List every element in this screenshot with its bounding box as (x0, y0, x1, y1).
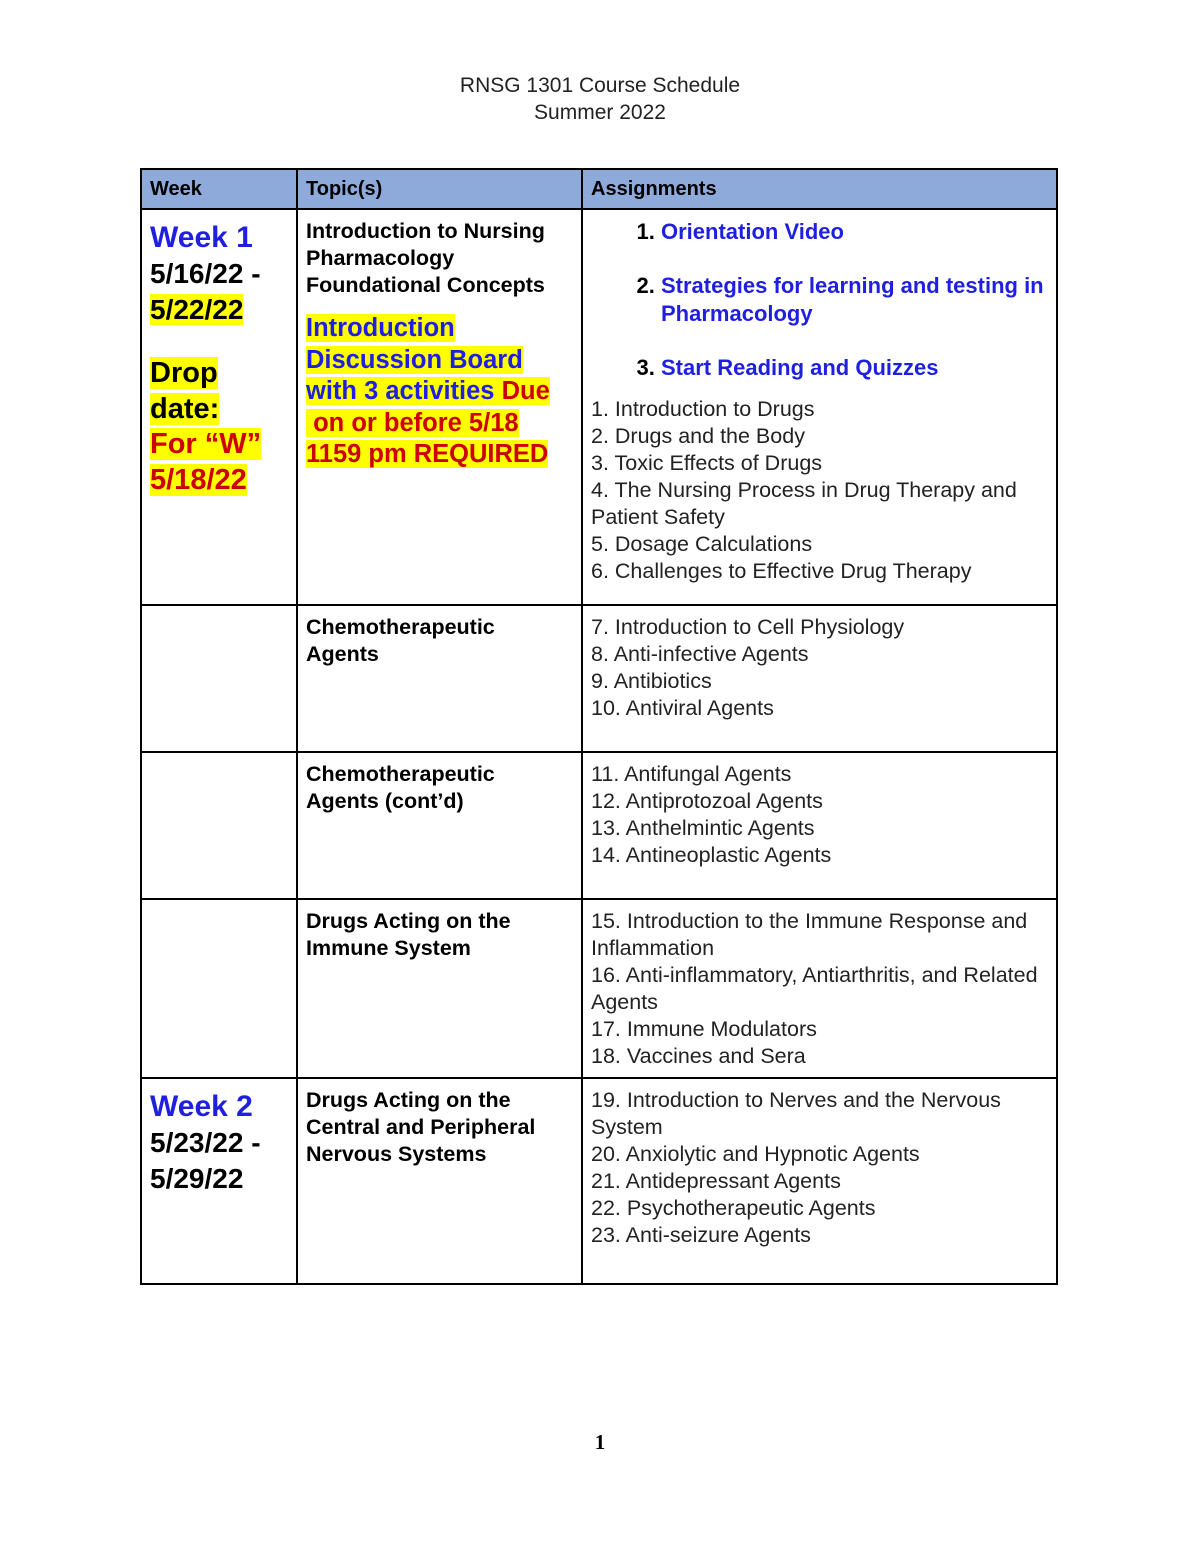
header-week: Week (141, 169, 297, 209)
week-cell (141, 209, 297, 605)
list-item: 17. Immune Modulators (591, 1017, 817, 1041)
chapter-list (591, 908, 1048, 1070)
table-header-row (141, 169, 1057, 209)
table-row (141, 209, 1057, 605)
list-item: 20. Anxiolytic and Hypnotic Agents (591, 1142, 920, 1166)
list-item: 9. Antibiotics (591, 669, 712, 693)
document-header (0, 72, 1200, 126)
week-cell (141, 605, 297, 752)
schedule-table (140, 168, 1058, 1285)
document-subtitle: Summer 2022 (534, 101, 666, 124)
list-item: 16. Anti-inflammatory, Antiarthritis, and Related Agents (591, 963, 1038, 1014)
reading-quizzes-link[interactable]: Start Reading and Quizzes (661, 355, 939, 380)
topic-cell (297, 605, 582, 752)
week-range-start: 5/23/22 - (150, 1127, 261, 1158)
topic-cell (297, 1078, 582, 1284)
list-item: 4. The Nursing Process in Drug Therapy and Patient Safety (591, 478, 1017, 529)
list-item: 13. Anthelmintic Agents (591, 816, 815, 840)
chapter-list (591, 614, 1048, 722)
table-row (141, 1078, 1057, 1284)
assignments-cell (582, 209, 1057, 605)
list-item: 6. Challenges to Effective Drug Therapy (591, 559, 972, 583)
list-item: 10. Antiviral Agents (591, 696, 774, 720)
week-range-end: 5/29/22 (150, 1163, 244, 1194)
discussion-board-notice: Introduction Discussion Board with 3 activities Due on or before 5/18 1159 pm REQUIRED (306, 314, 550, 468)
week-range-start: 5/16/22 - (150, 258, 261, 289)
list-item: 23. Anti-seizure Agents (591, 1223, 811, 1247)
document-title: RNSG 1301 Course Schedule (459, 74, 741, 97)
topic-title: Chemotherapeutic Agents (cont’d) (306, 762, 495, 813)
list-item (661, 272, 1048, 328)
topic-title: Drugs Acting on the Central and Peripheral Nervous Systems (306, 1088, 536, 1166)
list-item: 15. Introduction to the Immune Response and Inflammation (591, 909, 1028, 960)
table-row (141, 752, 1057, 899)
list-item (661, 218, 1048, 246)
table-row (141, 899, 1057, 1078)
list-item: 7. Introduction to Cell Physiology (591, 615, 905, 639)
list-item: 2. Drugs and the Body (591, 424, 805, 448)
list-item: 12. Antiprotozoal Agents (591, 789, 823, 813)
week-cell (141, 899, 297, 1078)
strategies-link[interactable]: Strategies for learning and testing in Pharmacology (661, 273, 1044, 326)
assignments-cell (582, 1078, 1057, 1284)
chapter-list (591, 1087, 1048, 1249)
week-cell (141, 752, 297, 899)
table-row (141, 605, 1057, 752)
topic-cell (297, 209, 582, 605)
assignments-cell (582, 899, 1057, 1078)
orientation-video-link[interactable]: Orientation Video (661, 219, 844, 244)
topic-title: Introduction to Nursing Pharmacology Foundational Concepts (306, 219, 545, 297)
chapter-list (591, 761, 1048, 869)
drop-date: Drop date: For “W” 5/18/22 (150, 357, 262, 496)
header-topics: Topic(s) (297, 169, 582, 209)
topic-title: Chemotherapeutic Agents (306, 615, 495, 666)
list-item: 14. Antineoplastic Agents (591, 843, 832, 867)
list-item: 1. Introduction to Drugs (591, 397, 815, 421)
list-item: 8. Anti-infective Agents (591, 642, 809, 666)
week-range-end: 5/22/22 (150, 294, 244, 325)
assignments-cell (582, 605, 1057, 752)
list-item (661, 354, 1048, 382)
week-label: Week 1 (150, 221, 253, 254)
list-item: 11. Antifungal Agents (591, 762, 792, 786)
header-assignments: Assignments (582, 169, 1057, 209)
week-label: Week 2 (150, 1090, 253, 1123)
list-item: 3. Toxic Effects of Drugs (591, 451, 823, 475)
list-item: 22. Psychotherapeutic Agents (591, 1196, 876, 1220)
page-number: 1 (594, 1430, 606, 1454)
list-item: 18. Vaccines and Sera (591, 1044, 806, 1068)
list-item: 19. Introduction to Nerves and the Nervous System (591, 1088, 1001, 1139)
assignments-cell (582, 752, 1057, 899)
task-list (591, 218, 1048, 382)
week-cell (141, 1078, 297, 1284)
list-item: 21. Antidepressant Agents (591, 1169, 841, 1193)
topic-cell (297, 752, 582, 899)
topic-cell (297, 899, 582, 1078)
chapter-list (591, 396, 1048, 585)
list-item: 5. Dosage Calculations (591, 532, 813, 556)
topic-title: Drugs Acting on the Immune System (306, 909, 511, 960)
